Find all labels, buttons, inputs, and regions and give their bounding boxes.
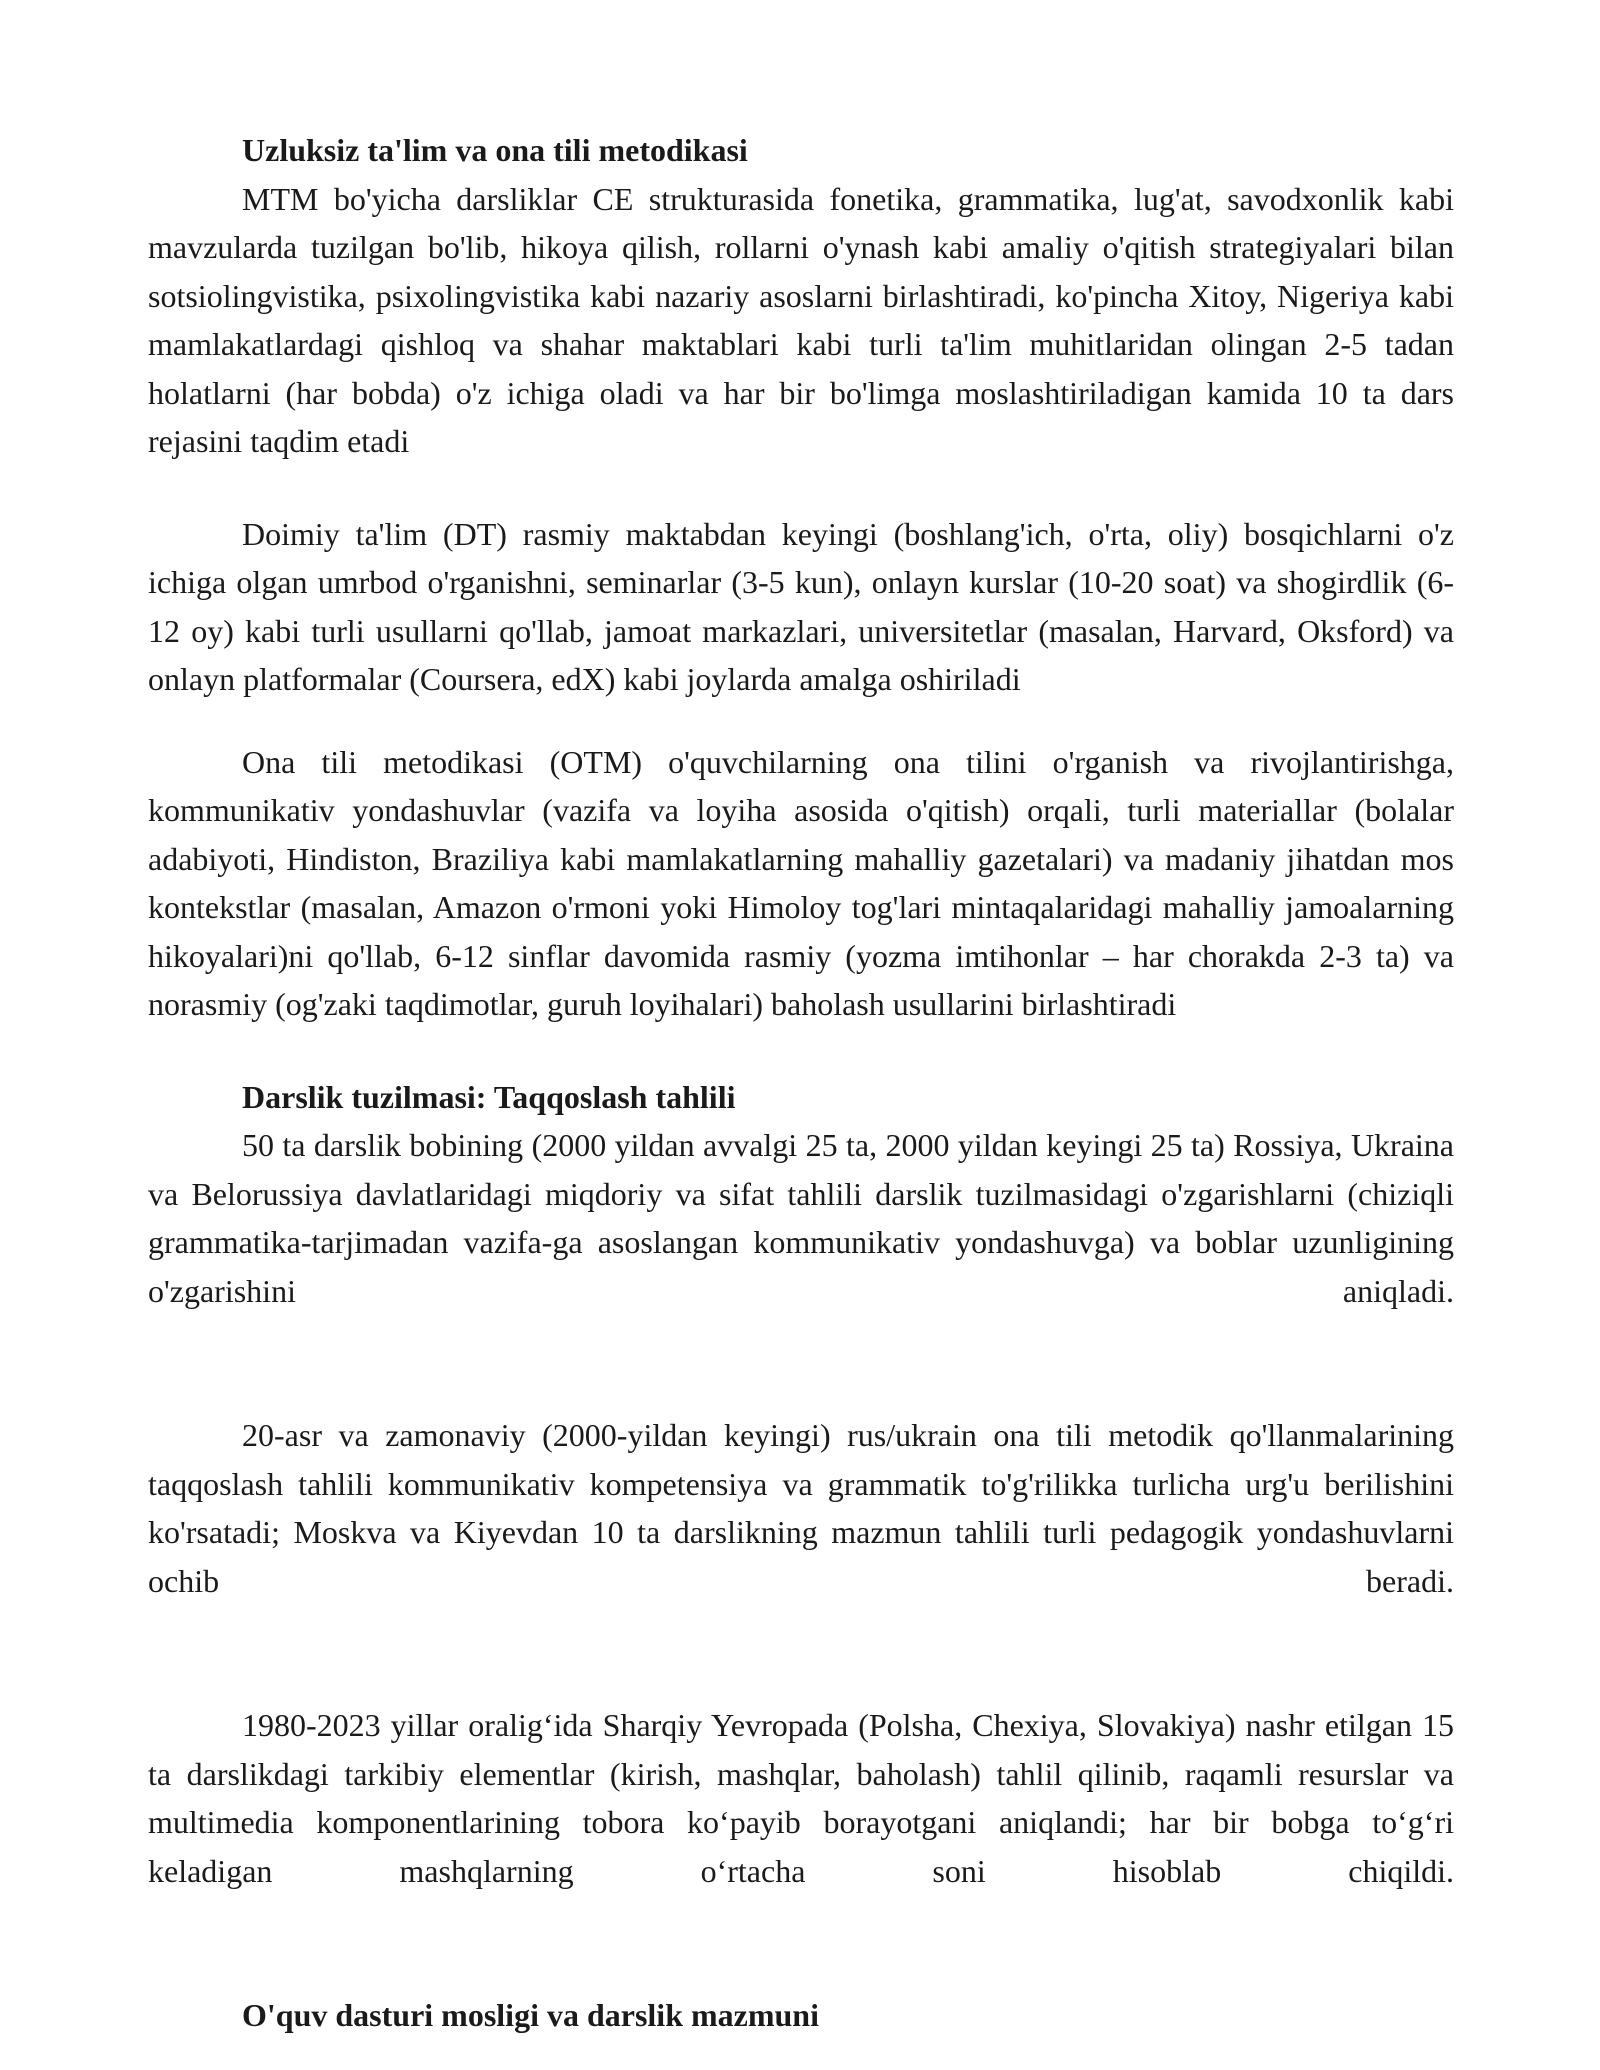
paragraph: MTM bo'yicha darsliklar CE strukturasida fonetika, grammatika, lug'at, savodxonlik kabi mavzularda tuzilgan bo'lib, hikoya qilish, rollarni o'ynash kabi amaliy o'qitish strategiyalari bilan sotsiolingvistika, psixolingvistika kabi nazariy asoslarni birlashtiradi, ko'pincha Xitoy, Nigeriya kabi mamlakatlardagi qishloq va shahar maktablari kabi turli ta'lim muhitlaridan olingan 2-5 tadan holatlarni (har bobda) o'z ichiga oladi va har bir bo'limga moslashtiriladigan kamida 10 ta dars rejasini taqdim etadi (148, 180, 1454, 459)
paragraph: Ona tili metodikasi (OTM) o'quvchilarning ona tilini o'rganish va rivojlantirishga, kommunikativ yondashuvlar (vazifa va loyiha asosida o'qitish) orqali, turli materiallar (bolalar adabiyoti, Hindiston, Braziliya kabi mamlakatlarning mahalliy gazetalari) va madaniy jihatdan mos kontekstlar (masalan, Amazon o'rmoni yoki Himoloy tog'lari mintaqalaridagi mahalliy jamoalarning hikoyalari)ni qo'llab, 6-12 sinflar davomida rasmiy (yozma imtihonlar – har chorakda 2-3 ta) va norasmiy (og'zaki taqdimotlar, guruh loyihalari) baholash usullarini birlashtiradi (148, 743, 1454, 1022)
section-heading: Uzluksiz ta'lim va ona tili metodikasi (242, 132, 748, 168)
section-heading: Darslik tuzilmasi: Taqqoslash tahlili (242, 1078, 736, 1115)
paragraph: 20-asr va zamonaviy (2000-yildan keyingi) rus/ukrain ona tili metodik qo'llanmalarining taqqoslash tahlili kommunikativ kompetensiya va grammatik to'g'rilikka turlicha urg'u berilishini ko'rsatadi; Moskva va Kiyevdan 10 ta darslikning mazmun tahlili turli pedagogik yondashuvlarni ochib beradi. (148, 1417, 1454, 1599)
paragraph: 50 ta darslik bobining (2000 yildan avvalgi 25 ta, 2000 yildan keyingi 25 ta) Rossiya, Ukraina va Belorussiya davlatlaridagi miqdoriy va sifat tahlili darslik tuzilmasidagi o'zgarishlarni (chiziqli grammatika-tarjimadan vazifa-ga asoslangan kommunikativ yondashuvga) va boblar uzunligining o'zgarishini aniqladi. (148, 1127, 1454, 1309)
paragraph: 1980-2023 yillar oralig‘ida Sharqiy Yevropada (Polsha, Chexiya, Slovakiya) nashr etilgan 15 ta darslikdagi tarkibiy elementlar (kirish, mashqlar, baholash) tahlil qilinib, raqamli resurslar va multimedia komponentlarining tobora ko‘payib borayotgani aniqlandi; har bir bobga to‘g‘ri keladigan mashqlarning o‘rtacha soni hisoblab chiqildi. (148, 1707, 1454, 1889)
section-heading: O'quv dasturi mosligi va darslik mazmuni (242, 1997, 819, 2033)
document-page (148, 126, 1454, 2040)
paragraph: Doimiy ta'lim (DT) rasmiy maktabdan keyingi (boshlang'ich, o'rta, oliy) bosqichlarni o'z ichiga olgan umrbod o'rganishni, seminarlar (3-5 kun), onlayn kurslar (10-20 soat) va shogirdlik (6-12 oy) kabi turli usullarni qo'llab, jamoat markazlari, universitetlar (masalan, Harvard, Oksford) va onlayn platformalar (Coursera, edX) kabi joylarda amalga oshiriladi (148, 515, 1454, 697)
